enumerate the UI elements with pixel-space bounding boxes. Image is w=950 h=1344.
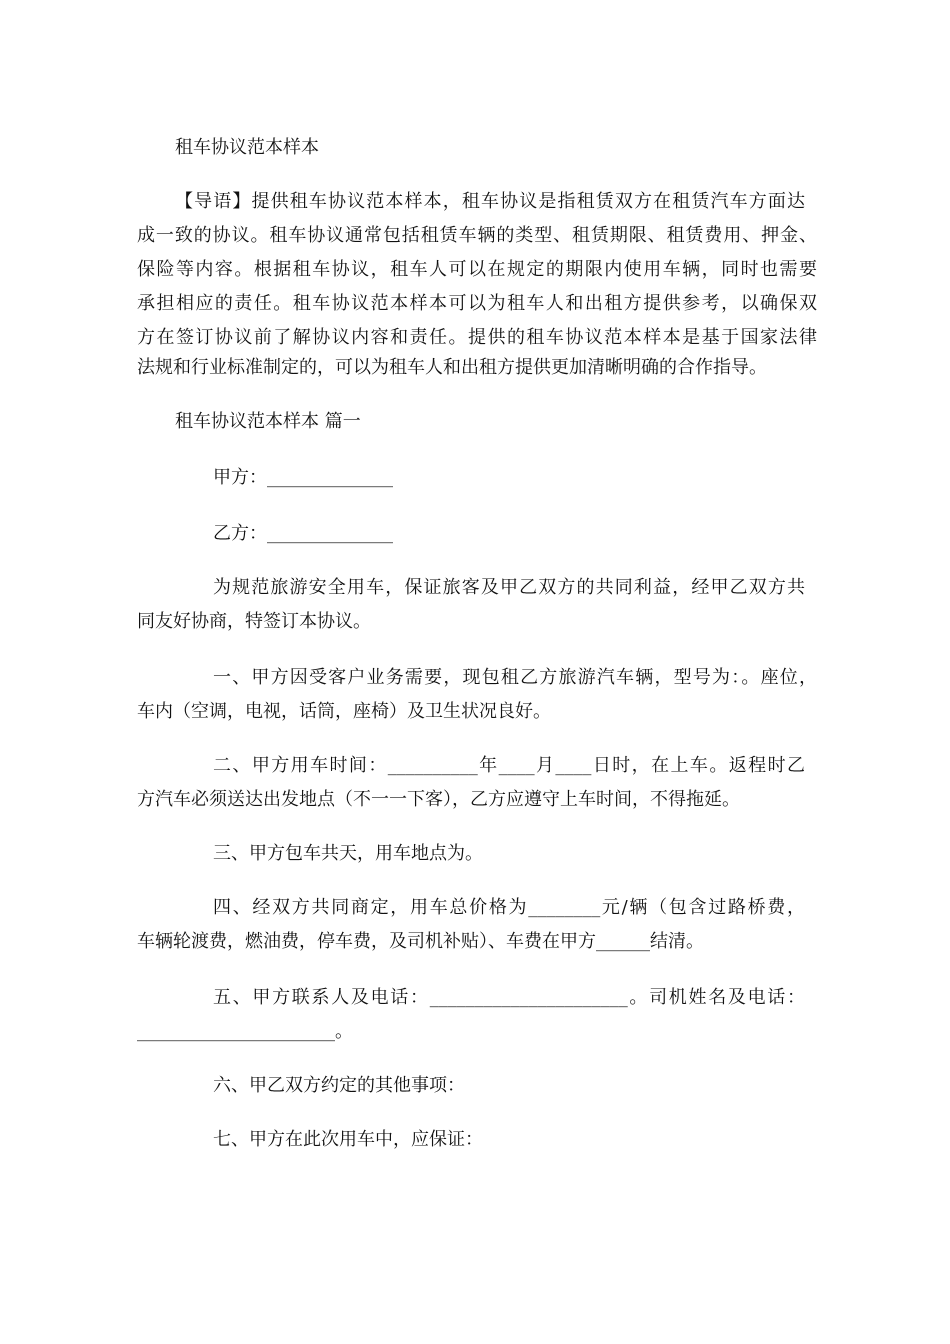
clause-4-line-1: 四、经双方共同商定，用车总价格为________元/辆（包含过路桥费， [213,897,805,918]
clause-2-line-1: 二、甲方用车时间：__________年____月____日时，在上车。返程时乙 [213,755,805,776]
clause-7: 七、甲方在此次用车中，应保证： [213,1129,483,1150]
intro-line-1: 【导语】提供租车协议范本样本，租车协议是指租赁双方在租赁汽车方面达 [175,191,805,212]
document-title: 租车协议范本样本 [175,137,319,158]
intro-line-5: 方在签订协议前了解协议内容和责任。提供的租车协议范本样本是基于国家法律 [137,327,817,348]
clause-5-line-1: 五、甲方联系人及电话：______________________。司机姓名及电话： [213,987,805,1008]
clause-4-line-2: 车辆轮渡费，燃油费，停车费，及司机补贴）、车费在甲方______结清。 [137,931,704,952]
party-a-field: 甲方：______________ [213,467,393,488]
clause-3: 三、甲方包车共天，用车地点为。 [213,843,483,864]
clause-5-line-2: ______________________。 [137,1021,353,1042]
intro-line-3: 保险等内容。根据租车协议，租车人可以在规定的期限内使用车辆，同时也需要 [137,259,817,280]
party-b-field: 乙方：______________ [213,523,393,544]
preamble-line-2: 同友好协商，特签订本协议。 [137,611,371,632]
intro-line-4: 承担相应的责任。租车协议范本样本可以为租车人和出租方提供参考，以确保双 [137,293,817,314]
intro-line-2: 成一致的协议。租车协议通常包括租赁车辆的类型、租赁期限、租赁费用、押金、 [137,225,817,246]
intro-line-6: 法规和行业标准制定的，可以为租车人和出租方提供更加清晰明确的合作指导。 [137,357,767,378]
clause-1-line-1: 一、甲方因受客户业务需要，现包租乙方旅游汽车辆，型号为：。座位， [213,667,817,688]
clause-1-line-2: 车内（空调，电视，话筒，座椅）及卫生状况良好。 [137,701,551,722]
section-title: 租车协议范本样本 篇一 [175,411,361,432]
clause-6: 六、甲乙双方约定的其他事项： [213,1075,465,1096]
preamble-line-1: 为规范旅游安全用车，保证旅客及甲乙双方的共同利益，经甲乙双方共 [213,577,805,598]
clause-2-line-2: 方汽车必须送达出发地点（不一一下客），乙方应遵守上车时间，不得拖延。 [137,789,740,810]
